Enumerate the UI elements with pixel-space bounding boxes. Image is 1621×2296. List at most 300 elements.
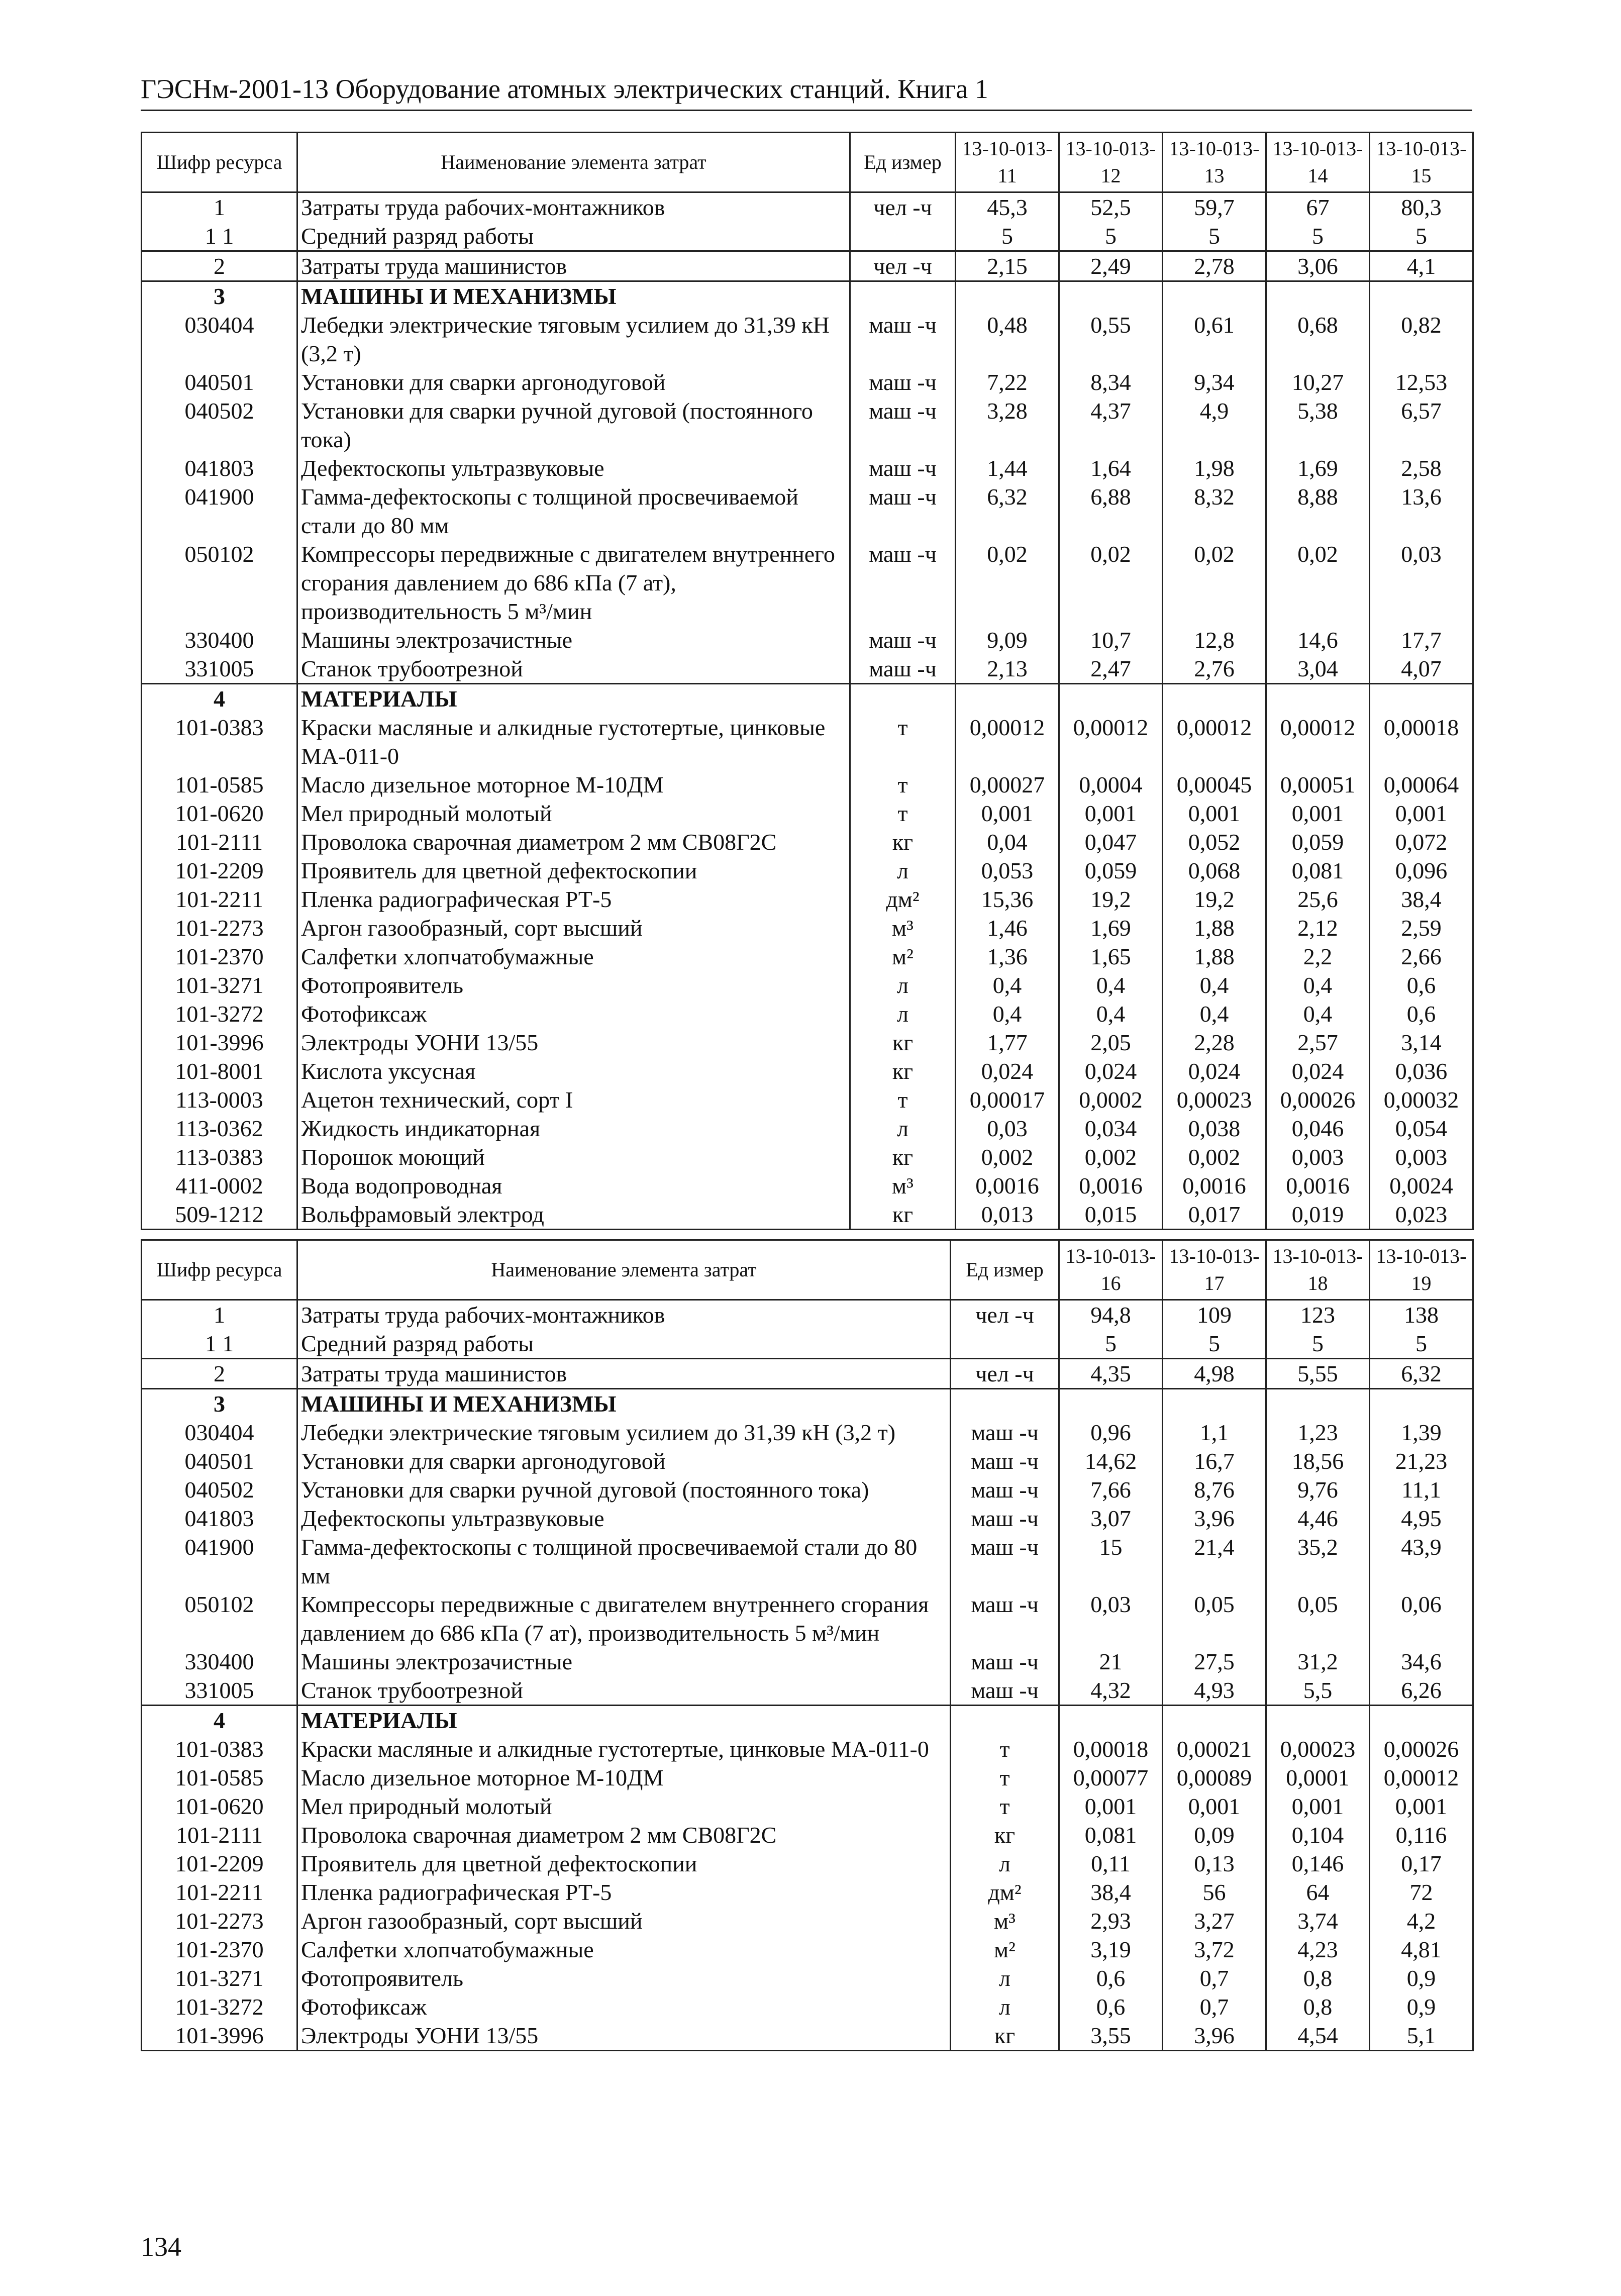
resource-code: 101-3996: [142, 1028, 297, 1057]
cost-element-name: Средний разряд работы: [297, 1329, 951, 1359]
cost-element-name: Проволока сварочная диаметром 2 мм СВ08Г2С: [297, 1821, 951, 1849]
norm-value: 2,2: [1266, 942, 1370, 971]
header-norm-code: 13-10-013-15: [1370, 133, 1473, 192]
resource-code: 331005: [142, 654, 297, 684]
norm-value: 138: [1370, 1300, 1473, 1330]
norm-value: 0,00026: [1266, 1085, 1370, 1114]
norm-value: 17,7: [1370, 626, 1473, 654]
norm-value: 0,019: [1266, 1200, 1370, 1230]
section-row: [142, 281, 1473, 311]
cost-element-name: Масло дизельное моторное М-10ДМ: [297, 770, 850, 799]
norm-value: 0,013: [956, 1200, 1059, 1230]
norm-value: 0,001: [1266, 1792, 1370, 1821]
norm-value: 1,69: [1266, 454, 1370, 482]
norm-value: 0,4: [1163, 971, 1266, 1000]
unit-of-measure: м³: [951, 1907, 1059, 1935]
norm-value: 0,11: [1059, 1849, 1163, 1878]
cost-element-name: Гамма-дефектоскопы с толщиной просвечиваемой стали до 80 мм: [297, 482, 850, 540]
table-row: [142, 454, 1473, 482]
norm-value: [1266, 281, 1370, 311]
header-unit: Ед измер: [850, 133, 956, 192]
unit-of-measure: маш -ч: [951, 1676, 1059, 1706]
norm-value: 3,96: [1163, 1504, 1266, 1533]
cost-element-name: Краски масляные и алкидные густотертые, цинковые МА-011-0: [297, 713, 850, 770]
table-row: [142, 626, 1473, 654]
norm-value: 2,47: [1059, 654, 1163, 684]
table-row: [142, 799, 1473, 828]
norm-value: 18,56: [1266, 1447, 1370, 1475]
unit-of-measure: [951, 1389, 1059, 1419]
norm-value: 3,04: [1266, 654, 1370, 684]
norm-value: 0,68: [1266, 311, 1370, 368]
unit-of-measure: [850, 222, 956, 251]
table-row: [142, 1200, 1473, 1230]
cost-element-name: Салфетки хлопчатобумажные: [297, 1935, 951, 1964]
resource-code: 101-2209: [142, 856, 297, 885]
norm-value: 0,02: [1059, 540, 1163, 626]
cost-element-name: Дефектоскопы ультразвуковые: [297, 1504, 951, 1533]
norm-value: 2,58: [1370, 454, 1473, 482]
unit-of-measure: маш -ч: [951, 1418, 1059, 1447]
norm-value: 5,5: [1266, 1676, 1370, 1706]
norm-value: [1370, 684, 1473, 714]
norm-value: 19,2: [1059, 885, 1163, 914]
norm-value: 4,37: [1059, 396, 1163, 454]
table-row: [142, 1821, 1473, 1849]
unit-of-measure: кг: [850, 1200, 956, 1230]
unit-of-measure: т: [850, 713, 956, 770]
table-row: [142, 1935, 1473, 1964]
norm-value: 0,0024: [1370, 1171, 1473, 1200]
norm-value: 34,6: [1370, 1647, 1473, 1676]
unit-of-measure: дм²: [850, 885, 956, 914]
resource-code: 040501: [142, 368, 297, 396]
norm-value: [1370, 1706, 1473, 1735]
section-row: [142, 684, 1473, 714]
norm-value: 5: [1059, 1329, 1163, 1359]
cost-element-name: Установки для сварки аргонодуговой: [297, 368, 850, 396]
norm-value: 0,00012: [956, 713, 1059, 770]
norm-value: 0,00018: [1370, 713, 1473, 770]
header-cost-element: Наименование элемента затрат: [297, 133, 850, 192]
table-row: [142, 1057, 1473, 1085]
resource-code: 101-8001: [142, 1057, 297, 1085]
norm-value: 0,4: [956, 1000, 1059, 1028]
table-row: [142, 1792, 1473, 1821]
norm-value: 0,6: [1370, 1000, 1473, 1028]
table-row: [142, 914, 1473, 942]
norm-value: 4,54: [1266, 2021, 1370, 2051]
norm-value: [1370, 1389, 1473, 1419]
norm-value: 0,4: [1059, 971, 1163, 1000]
norm-value: 14,6: [1266, 626, 1370, 654]
cost-element-name: Электроды УОНИ 13/55: [297, 1028, 850, 1057]
cost-element-name: Пленка радиографическая РТ-5: [297, 1878, 951, 1907]
norm-value: 0,024: [1059, 1057, 1163, 1085]
norm-value: 2,49: [1059, 251, 1163, 281]
norm-value: 0,00017: [956, 1085, 1059, 1114]
norm-value: [1163, 281, 1266, 311]
norm-value: 0,96: [1059, 1418, 1163, 1447]
cost-element-name: Фотофиксаж: [297, 1000, 850, 1028]
norm-value: 80,3: [1370, 192, 1473, 222]
norm-value: 0,05: [1163, 1590, 1266, 1647]
table-row: [142, 192, 1473, 222]
norm-value: 4,81: [1370, 1935, 1473, 1964]
norm-value: 0,9: [1370, 1964, 1473, 1992]
norm-value: 8,32: [1163, 482, 1266, 540]
norm-value: 0,059: [1266, 828, 1370, 856]
resource-code: 041803: [142, 1504, 297, 1533]
unit-of-measure: кг: [850, 828, 956, 856]
norm-value: 0,00089: [1163, 1763, 1266, 1792]
norm-value: 2,12: [1266, 914, 1370, 942]
cost-element-name: Затраты труда рабочих-монтажников: [297, 1300, 951, 1330]
norm-value: 0,036: [1370, 1057, 1473, 1085]
norm-value: 0,002: [956, 1143, 1059, 1171]
norm-value: 0,0002: [1059, 1085, 1163, 1114]
norm-value: 38,4: [1059, 1878, 1163, 1907]
resource-code: 3: [142, 1389, 297, 1419]
norm-value: 3,06: [1266, 251, 1370, 281]
table-row: [142, 1878, 1473, 1907]
resource-code: 101-2209: [142, 1849, 297, 1878]
norm-value: 0,02: [956, 540, 1059, 626]
norm-value: 0,002: [1163, 1143, 1266, 1171]
norm-value: 0,7: [1163, 1964, 1266, 1992]
norm-value: 1,64: [1059, 454, 1163, 482]
norm-value: 8,88: [1266, 482, 1370, 540]
resource-code: 1 1: [142, 222, 297, 251]
unit-of-measure: [951, 1706, 1059, 1735]
norm-value: 5: [1163, 1329, 1266, 1359]
table-row: [142, 1085, 1473, 1114]
cost-element-name: Пленка радиографическая РТ-5: [297, 885, 850, 914]
norm-value: 0,04: [956, 828, 1059, 856]
norm-value: 0,001: [1163, 799, 1266, 828]
table-header-row: [142, 133, 1473, 192]
norm-value: 0,104: [1266, 1821, 1370, 1849]
norm-value: 0,6: [1059, 1964, 1163, 1992]
table-row: [142, 1992, 1473, 2021]
header-norm-code: 13-10-013-12: [1059, 133, 1163, 192]
table-row: [142, 856, 1473, 885]
norm-value: 0,001: [1370, 799, 1473, 828]
cost-element-name: Проволока сварочная диаметром 2 мм СВ08Г2С: [297, 828, 850, 856]
resource-code: 101-2211: [142, 1878, 297, 1907]
norm-value: 0,00064: [1370, 770, 1473, 799]
table-row: [142, 971, 1473, 1000]
unit-of-measure: кг: [951, 1821, 1059, 1849]
norm-value: 0,0016: [956, 1171, 1059, 1200]
unit-of-measure: маш -ч: [850, 626, 956, 654]
unit-of-measure: м²: [951, 1935, 1059, 1964]
norm-value: 4,93: [1163, 1676, 1266, 1706]
norm-value: 0,00026: [1370, 1735, 1473, 1763]
unit-of-measure: л: [951, 1849, 1059, 1878]
unit-of-measure: дм²: [951, 1878, 1059, 1907]
norm-value: 0,9: [1370, 1992, 1473, 2021]
norm-value: 94,8: [1059, 1300, 1163, 1330]
norm-value: 3,96: [1163, 2021, 1266, 2051]
unit-of-measure: [850, 281, 956, 311]
norm-value: 109: [1163, 1300, 1266, 1330]
resource-code: 101-2273: [142, 1907, 297, 1935]
norm-value: 0,053: [956, 856, 1059, 885]
norm-value: 0,059: [1059, 856, 1163, 885]
table-row: [142, 251, 1473, 281]
table-row: [142, 828, 1473, 856]
unit-of-measure: маш -ч: [951, 1647, 1059, 1676]
norm-value: 0,4: [956, 971, 1059, 1000]
unit-of-measure: маш -ч: [850, 311, 956, 368]
resource-code: 3: [142, 281, 297, 311]
norm-value: 0,116: [1370, 1821, 1473, 1849]
norm-value: 0,038: [1163, 1114, 1266, 1143]
norm-value: 0,4: [1059, 1000, 1163, 1028]
resource-code: 041803: [142, 454, 297, 482]
cost-element-name: Установки для сварки аргонодуговой: [297, 1447, 951, 1475]
norm-value: [1163, 1706, 1266, 1735]
norm-value: 0,00012: [1059, 713, 1163, 770]
cost-element-name: Аргон газообразный, сорт высший: [297, 914, 850, 942]
norm-value: [1059, 1389, 1163, 1419]
norm-value: 1,88: [1163, 942, 1266, 971]
cost-element-name: Затраты труда машинистов: [297, 251, 850, 281]
norm-value: 45,3: [956, 192, 1059, 222]
norm-value: 0,001: [1163, 1792, 1266, 1821]
unit-of-measure: чел -ч: [951, 1359, 1059, 1389]
table-row: [142, 1418, 1473, 1447]
unit-of-measure: м²: [850, 942, 956, 971]
norm-value: 0,024: [1163, 1057, 1266, 1085]
table-row: [142, 368, 1473, 396]
norm-value: 7,66: [1059, 1475, 1163, 1504]
norm-value: 56: [1163, 1878, 1266, 1907]
norm-value: 19,2: [1163, 885, 1266, 914]
unit-of-measure: маш -ч: [951, 1533, 1059, 1590]
resource-code: 101-0585: [142, 1763, 297, 1792]
unit-of-measure: [850, 684, 956, 714]
unit-of-measure: т: [951, 1735, 1059, 1763]
unit-of-measure: л: [850, 1114, 956, 1143]
norm-value: 27,5: [1163, 1647, 1266, 1676]
norm-value: 0,8: [1266, 1964, 1370, 1992]
norm-value: 0,001: [1059, 1792, 1163, 1821]
table-row: [142, 1763, 1473, 1792]
norm-value: 3,74: [1266, 1907, 1370, 1935]
cost-element-name: Масло дизельное моторное М-10ДМ: [297, 1763, 951, 1792]
norm-value: 0,00032: [1370, 1085, 1473, 1114]
norm-value: 4,95: [1370, 1504, 1473, 1533]
norm-value: 0,0001: [1266, 1763, 1370, 1792]
table-row: [142, 1964, 1473, 1992]
norm-value: 4,32: [1059, 1676, 1163, 1706]
header-resource-code: Шифр ресурса: [142, 133, 297, 192]
norm-value: 0,0016: [1163, 1171, 1266, 1200]
cost-element-name: Компрессоры передвижные с двигателем внутреннего сгорания давлением до 686 кПа (7 ат), производительность 5 м³/мин: [297, 540, 850, 626]
norm-value: [1163, 684, 1266, 714]
norm-value: 1,69: [1059, 914, 1163, 942]
table-row: [142, 1000, 1473, 1028]
unit-of-measure: кг: [850, 1143, 956, 1171]
unit-of-measure: маш -ч: [850, 654, 956, 684]
table-row: [142, 713, 1473, 770]
norm-value: 0,00021: [1163, 1735, 1266, 1763]
table-row: [142, 770, 1473, 799]
norm-value: 0,00051: [1266, 770, 1370, 799]
table-row: [142, 1907, 1473, 1935]
table-row: [142, 1114, 1473, 1143]
unit-of-measure: маш -ч: [951, 1504, 1059, 1533]
norm-value: 0,82: [1370, 311, 1473, 368]
unit-of-measure: л: [850, 971, 956, 1000]
norm-value: 0,054: [1370, 1114, 1473, 1143]
norm-value: 5: [1266, 1329, 1370, 1359]
table-row: [142, 1735, 1473, 1763]
table-row: [142, 1028, 1473, 1057]
norm-value: 64: [1266, 1878, 1370, 1907]
resource-code: 041900: [142, 482, 297, 540]
resource-code: 101-2111: [142, 1821, 297, 1849]
table-header-row: [142, 1240, 1473, 1300]
norm-value: 0,00027: [956, 770, 1059, 799]
cost-element-name: Станок трубоотрезной: [297, 1676, 951, 1706]
cost-element-name: Гамма-дефектоскопы с толщиной просвечиваемой стали до 80 мм: [297, 1533, 951, 1590]
table-row: [142, 1676, 1473, 1706]
norm-value: 0,00018: [1059, 1735, 1163, 1763]
resource-code: 330400: [142, 1647, 297, 1676]
header-resource-code: Шифр ресурса: [142, 1240, 297, 1300]
section-row: [142, 1389, 1473, 1419]
norm-value: 0,081: [1059, 1821, 1163, 1849]
norm-value: 5: [1059, 222, 1163, 251]
norm-value: 3,14: [1370, 1028, 1473, 1057]
norm-value: 4,2: [1370, 1907, 1473, 1935]
norm-value: 0,024: [1266, 1057, 1370, 1085]
norm-value: 0,001: [1370, 1792, 1473, 1821]
unit-of-measure: л: [850, 856, 956, 885]
norm-value: [1266, 1389, 1370, 1419]
resource-code: 101-3272: [142, 1000, 297, 1028]
table-row: [142, 1475, 1473, 1504]
unit-of-measure: т: [850, 1085, 956, 1114]
table-row: [142, 1300, 1473, 1330]
norm-value: 0,02: [1266, 540, 1370, 626]
header-unit: Ед измер: [951, 1240, 1059, 1300]
resource-code: 101-2370: [142, 942, 297, 971]
table-row: [142, 2021, 1473, 2051]
norm-value: 3,72: [1163, 1935, 1266, 1964]
resource-code: 101-0383: [142, 713, 297, 770]
table-row: [142, 482, 1473, 540]
unit-of-measure: л: [850, 1000, 956, 1028]
norm-value: 0,001: [1266, 799, 1370, 828]
unit-of-measure: маш -ч: [850, 454, 956, 482]
table-row: [142, 1143, 1473, 1171]
resource-norms-table-1: [141, 132, 1474, 1230]
norm-value: 0,4: [1266, 971, 1370, 1000]
norm-value: 5: [1266, 222, 1370, 251]
header-norm-code: 13-10-013-14: [1266, 133, 1370, 192]
resource-code: 113-0003: [142, 1085, 297, 1114]
norm-value: 67: [1266, 192, 1370, 222]
norm-value: 52,5: [1059, 192, 1163, 222]
unit-of-measure: м³: [850, 914, 956, 942]
norm-value: 0,002: [1059, 1143, 1163, 1171]
norm-value: 2,57: [1266, 1028, 1370, 1057]
norm-value: 5: [1163, 222, 1266, 251]
norm-value: 0,001: [956, 799, 1059, 828]
norm-value: 4,07: [1370, 654, 1473, 684]
norm-value: 13,6: [1370, 482, 1473, 540]
unit-of-measure: маш -ч: [951, 1447, 1059, 1475]
norm-value: 0,02: [1163, 540, 1266, 626]
norm-value: 4,23: [1266, 1935, 1370, 1964]
norm-value: [1059, 281, 1163, 311]
norm-value: 11,1: [1370, 1475, 1473, 1504]
cost-element-name: Электроды УОНИ 13/55: [297, 2021, 951, 2051]
norm-value: 4,1: [1370, 251, 1473, 281]
cost-element-name: Ацетон технический, сорт I: [297, 1085, 850, 1114]
header-norm-code: 13-10-013-17: [1163, 1240, 1266, 1300]
resource-code: 509-1212: [142, 1200, 297, 1230]
norm-value: 4,98: [1163, 1359, 1266, 1389]
header-norm-code: 13-10-013-13: [1163, 133, 1266, 192]
norm-value: 1,77: [956, 1028, 1059, 1057]
norm-value: 0,05: [1266, 1590, 1370, 1647]
table-row: [142, 654, 1473, 684]
norm-value: 0,017: [1163, 1200, 1266, 1230]
norm-value: 43,9: [1370, 1533, 1473, 1590]
resource-code: 113-0362: [142, 1114, 297, 1143]
resource-code: 1: [142, 192, 297, 222]
norm-value: 4,46: [1266, 1504, 1370, 1533]
norm-value: 2,76: [1163, 654, 1266, 684]
norm-value: 0,096: [1370, 856, 1473, 885]
cost-element-name: Мел природный молотый: [297, 1792, 951, 1821]
cost-element-name: Установки для сварки ручной дуговой (постоянного тока): [297, 1475, 951, 1504]
norm-value: 0,4: [1266, 1000, 1370, 1028]
norm-value: 1,44: [956, 454, 1059, 482]
norm-value: 0,047: [1059, 828, 1163, 856]
resource-code: 040501: [142, 1447, 297, 1475]
resource-code: 101-2211: [142, 885, 297, 914]
cost-element-name: Затраты труда рабочих-монтажников: [297, 192, 850, 222]
resource-code: 4: [142, 684, 297, 714]
norm-value: 4,9: [1163, 396, 1266, 454]
norm-value: 0,8: [1266, 1992, 1370, 2021]
table-row: [142, 942, 1473, 971]
norm-value: 72: [1370, 1878, 1473, 1907]
norm-value: 0,03: [956, 1114, 1059, 1143]
norm-value: 14,62: [1059, 1447, 1163, 1475]
norm-value: 9,76: [1266, 1475, 1370, 1504]
resource-code: 050102: [142, 1590, 297, 1647]
page-header: ГЭСНм-2001-13 Оборудование атомных электрических станций. Книга 1: [141, 71, 1472, 111]
resource-code: 101-2273: [142, 914, 297, 942]
norm-value: 0,052: [1163, 828, 1266, 856]
resource-code: 2: [142, 251, 297, 281]
unit-of-measure: маш -ч: [951, 1475, 1059, 1504]
norm-value: 31,2: [1266, 1647, 1370, 1676]
norm-value: 0,00077: [1059, 1763, 1163, 1792]
resource-code: 101-3271: [142, 1964, 297, 1992]
cost-element-name: Компрессоры передвижные с двигателем внутреннего сгорания давлением до 686 кПа (7 ат), производительность 5 м³/мин: [297, 1590, 951, 1647]
unit-of-measure: кг: [951, 2021, 1059, 2051]
section-row: [142, 1706, 1473, 1735]
resource-code: 4: [142, 1706, 297, 1735]
